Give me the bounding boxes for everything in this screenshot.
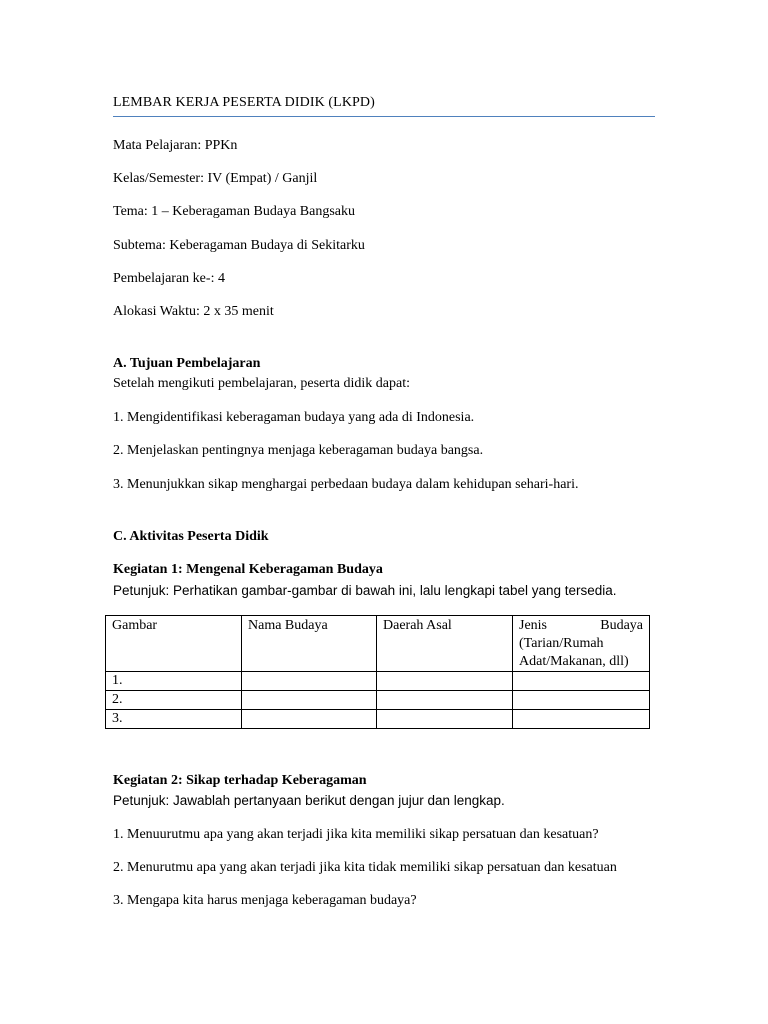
table-cell-empty[interactable] xyxy=(242,672,377,691)
table-cell-empty[interactable] xyxy=(377,672,513,691)
section-a-heading: A. Tujuan Pembelajaran xyxy=(113,356,261,371)
question-item: 2. Menurutmu apa yang akan terjadi jika kita tidak memiliki sikap persatuan dan kesatuan xyxy=(113,860,617,875)
activity1-heading: Kegiatan 1: Mengenal Keberagaman Budaya xyxy=(113,562,383,577)
table-header-cell: Nama Budaya xyxy=(242,616,377,672)
header-word: Budaya xyxy=(600,618,643,633)
table-cell: 1. xyxy=(106,672,242,691)
identity-subtheme: Subtema: Keberagaman Budaya di Sekitarku xyxy=(113,238,365,253)
header-line: Adat/Makanan, dll) xyxy=(519,654,629,669)
table-row xyxy=(106,710,650,729)
question-item: 1. Menuurutmu apa yang akan terjadi jika kita memiliki sikap persatuan dan kesatuan? xyxy=(113,827,599,842)
table-cell: 3. xyxy=(106,710,242,729)
document-title: LEMBAR KERJA PESERTA DIDIK (LKPD) xyxy=(113,95,375,110)
culture-worksheet-table xyxy=(105,615,650,729)
header-word: Jenis xyxy=(519,618,547,633)
header-line: (Tarian/Rumah xyxy=(519,636,604,651)
section-c-heading: C. Aktivitas Peserta Didik xyxy=(113,529,269,544)
table-cell-empty[interactable] xyxy=(513,691,650,710)
question-item: 3. Mengapa kita harus menjaga keberagaman budaya? xyxy=(113,893,417,908)
title-underline xyxy=(113,116,655,117)
table-cell-empty[interactable] xyxy=(513,672,650,691)
activity2-instruction: Petunjuk: Jawablah pertanyaan berikut dengan jujur dan lengkap. xyxy=(113,793,505,808)
table-cell-empty[interactable] xyxy=(377,710,513,729)
identity-class-semester: Kelas/Semester: IV (Empat) / Ganjil xyxy=(113,171,318,186)
table-row xyxy=(106,672,650,691)
identity-lesson-number: Pembelajaran ke-: 4 xyxy=(113,271,225,286)
objective-item: 2. Menjelaskan pentingnya menjaga keberagaman budaya bangsa. xyxy=(113,443,484,458)
activity1-instruction: Petunjuk: Perhatikan gambar-gambar di bawah ini, lalu lengkapi tabel yang tersedia. xyxy=(113,583,617,598)
section-a-intro: Setelah mengikuti pembelajaran, peserta didik dapat: xyxy=(113,376,411,391)
header-line xyxy=(519,617,643,635)
table-header-cell-culture-type xyxy=(513,616,650,672)
table-header-cell: Gambar xyxy=(106,616,242,672)
table-cell-empty[interactable] xyxy=(513,710,650,729)
objective-item: 3. Menunjukkan sikap menghargai perbedaan budaya dalam kehidupan sehari-hari. xyxy=(113,477,579,492)
activity2-heading: Kegiatan 2: Sikap terhadap Keberagaman xyxy=(113,773,367,788)
table-cell-empty[interactable] xyxy=(242,691,377,710)
identity-time-allocation: Alokasi Waktu: 2 x 35 menit xyxy=(113,304,274,319)
table-cell: 2. xyxy=(106,691,242,710)
table-cell-empty[interactable] xyxy=(242,710,377,729)
identity-subject: Mata Pelajaran: PPKn xyxy=(113,138,238,153)
table-header-cell: Daerah Asal xyxy=(377,616,513,672)
identity-theme: Tema: 1 – Keberagaman Budaya Bangsaku xyxy=(113,204,355,219)
objective-item: 1. Mengidentifikasi keberagaman budaya yang ada di Indonesia. xyxy=(113,410,475,425)
table-cell-empty[interactable] xyxy=(377,691,513,710)
table-header-row xyxy=(106,616,650,672)
table-row xyxy=(106,691,650,710)
